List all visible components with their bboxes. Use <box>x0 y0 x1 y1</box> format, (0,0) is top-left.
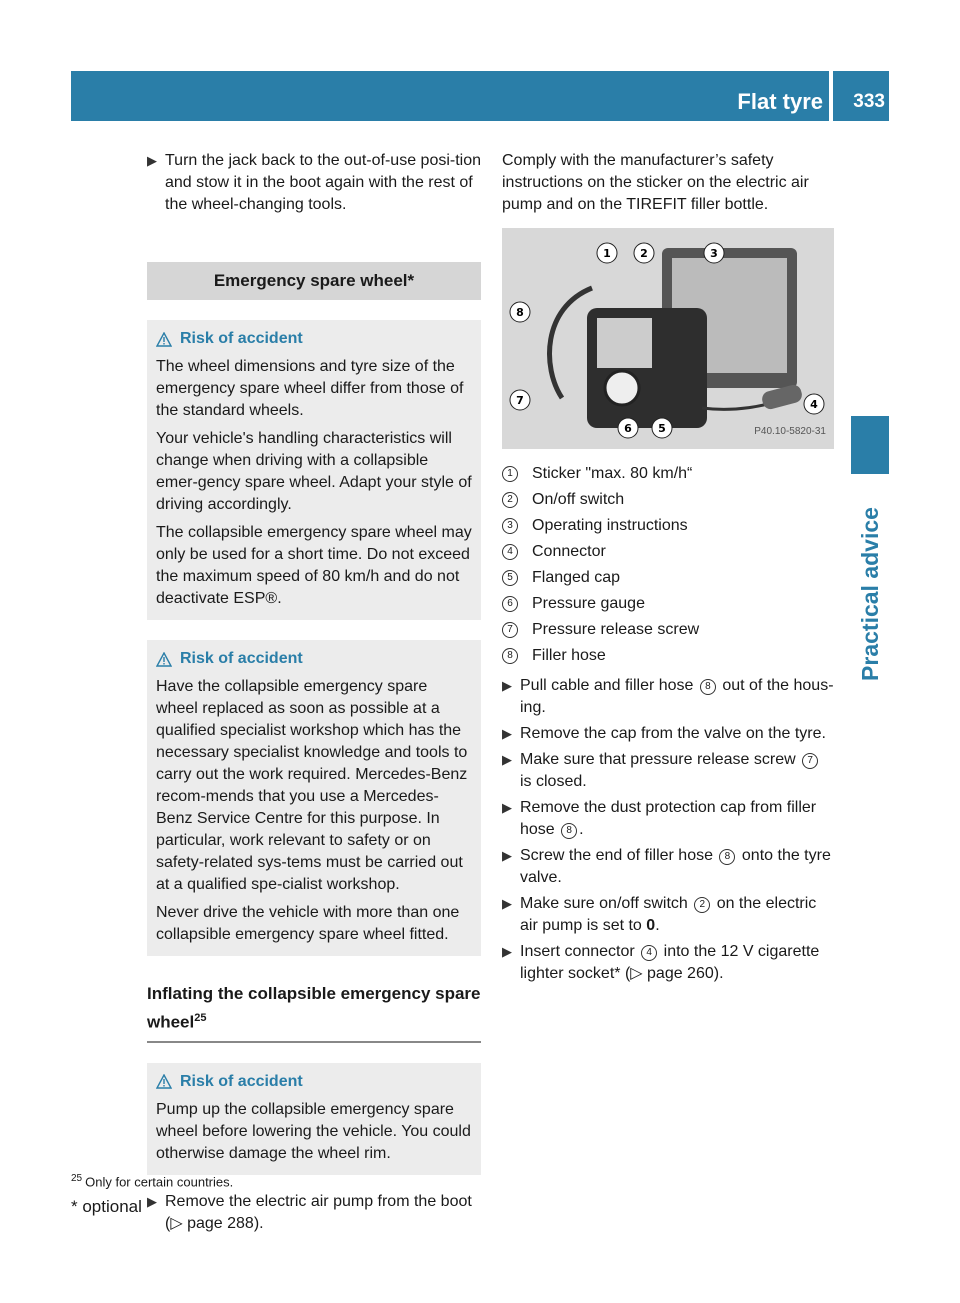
warning-text: Your vehicle's handling characteristics will change when driving with a collapsible emer-gency spare wheel. Adapt your style of driving accordingly. <box>156 430 472 513</box>
warning-box <box>147 320 481 620</box>
warning-triangle-icon <box>156 652 172 667</box>
footnote-text: Only for certain countries. <box>85 1174 234 1190</box>
section-title: Emergency spare wheel* <box>213 271 415 290</box>
callout-number: 8 <box>700 679 716 695</box>
svg-text:4: 4 <box>810 398 818 411</box>
warning-title: Risk of accident <box>180 330 303 347</box>
step-item: ▶ Make sure on/off switch 2 on the electric air pump is set to 0. <box>502 895 817 934</box>
step-arrow-icon: ▶ <box>502 944 512 959</box>
callout-number: 4 <box>502 544 518 560</box>
callout-number: 3 <box>502 518 518 534</box>
callout-number: 6 <box>502 596 518 612</box>
warning-box <box>147 1063 481 1175</box>
callout-number: 5 <box>502 570 518 586</box>
callout-number: 1 <box>502 466 518 482</box>
callout-number: 8 <box>561 823 577 839</box>
legend-item: 3 Operating instructions <box>502 515 834 537</box>
legend-item: 4 Connector <box>502 541 834 563</box>
side-tab <box>851 416 889 474</box>
warning-title: Risk of accident <box>180 650 303 667</box>
warning-text: Have the collapsible emergency spare wheel replaced as soon as possible at a qualified specialist workshop which has the necessary specialist knowledge and tools to carry out the work required. Mercedes-Benz recom-mends that you use a Mercedes-Benz Service Centre for this purpose. In particular, work relevant to safety or on safety-related sys-tems must be carried out at a qualified spe-cialist workshop. <box>156 678 468 893</box>
svg-text:7: 7 <box>516 394 524 407</box>
step-item: ▶ Remove the dust protection cap from filler hose 8 . <box>502 799 817 838</box>
step-item: ▶ Remove the cap from the valve on the tyre. <box>502 723 834 745</box>
step-arrow-icon: ▶ <box>502 678 512 693</box>
svg-text:1: 1 <box>603 247 611 260</box>
svg-text:5: 5 <box>658 422 666 435</box>
steps-list <box>502 675 834 985</box>
step-arrow-icon: ▶ <box>147 153 157 168</box>
step-item: ▶ Pull cable and filler hose 8 out of the hous-ing. <box>502 677 834 716</box>
pump-kit-illustration <box>502 228 834 449</box>
svg-text:3: 3 <box>710 247 718 260</box>
svg-text:6: 6 <box>624 422 632 435</box>
warning-text: The collapsible emergency spare wheel may only be used for a short time. Do not exceed the maximum speed of 80 km/h and do not deactivate ESP®. <box>156 524 472 607</box>
callout-number: 8 <box>719 849 735 865</box>
warning-box <box>147 640 481 956</box>
step-arrow-icon: ▶ <box>502 896 512 911</box>
step-arrow-icon: ▶ <box>502 848 512 863</box>
warning-text: Never drive the vehicle with more than one collapsible emergency spare wheel fitted. <box>156 904 460 943</box>
callout-number: 4 <box>641 945 657 961</box>
callout-number: 2 <box>694 897 710 913</box>
warning-text: Pump up the collapsible emergency spare wheel before lowering the vehicle. You could otherwise damage the wheel rim. <box>156 1100 471 1162</box>
page-number: 333 <box>853 91 885 112</box>
left-column <box>147 150 481 1239</box>
legend-item: 2 On/off switch <box>502 489 834 511</box>
footnote <box>71 1168 233 1193</box>
optional-note: * optional <box>71 1197 142 1216</box>
callout-number: 7 <box>502 622 518 638</box>
step-item: ▶ Remove the electric air pump from the boot (▷ page 288). <box>147 1192 472 1232</box>
step-arrow-icon: ▶ <box>147 1193 157 1209</box>
step-arrow-icon: ▶ <box>502 726 512 741</box>
callout-number: 7 <box>802 753 818 769</box>
warning-triangle-icon <box>156 332 172 347</box>
legend-item: 7 Pressure release screw <box>502 619 834 641</box>
header-bar <box>71 71 889 121</box>
side-section-label: Practical advice <box>857 507 883 681</box>
pump-kit-figure <box>502 228 834 449</box>
legend-item: 8 Filler hose <box>502 645 834 667</box>
step-arrow-icon: ▶ <box>502 800 512 815</box>
right-column <box>502 150 834 989</box>
step-item: ▶ Screw the end of filler hose 8 onto the tyre valve. <box>502 847 831 886</box>
legend-item: 1 Sticker "max. 80 km/h“ <box>502 463 834 485</box>
intro-text: Comply with the manufacturer’s safety instructions on the sticker on the electric air pump and on the TIREFIT filler bottle. <box>502 152 809 213</box>
step-item: ▶ Make sure that pressure release screw 7 is closed. <box>502 749 834 793</box>
legend-item: 5 Flanged cap <box>502 567 834 589</box>
figure-code: P40.10-5820-31 <box>754 426 826 437</box>
legend-list <box>502 463 834 667</box>
svg-text:8: 8 <box>516 306 524 319</box>
warning-text: The wheel dimensions and tyre size of the emergency spare wheel differ from those of the standard wheels. <box>156 358 464 419</box>
callout-number: 8 <box>502 648 518 664</box>
section-title-bar <box>147 262 481 300</box>
step-arrow-icon: ▶ <box>502 752 512 767</box>
footnote-ref: 25 <box>194 1012 207 1024</box>
callout-number: 2 <box>502 492 518 508</box>
legend-item: 6 Pressure gauge <box>502 593 834 615</box>
warning-title: Risk of accident <box>180 1072 303 1090</box>
header-title: Flat tyre <box>737 89 823 114</box>
header-divider <box>829 71 833 121</box>
footnote-number: 25 <box>71 1173 83 1184</box>
step-item: ▶ Insert connector 4 into the 12 V cigarette lighter socket* (▷ page 260). <box>502 943 820 982</box>
warning-triangle-icon <box>156 1074 172 1089</box>
subsection-heading: Inflating the collapsible emergency spare wheel$^{25}$ <box>147 982 481 1043</box>
svg-text:2: 2 <box>640 247 648 260</box>
step-item: ▶ Turn the jack back to the out-of-use posi-tion and stow it in the boot again with the rest of the wheel-changing tools. <box>147 152 482 213</box>
